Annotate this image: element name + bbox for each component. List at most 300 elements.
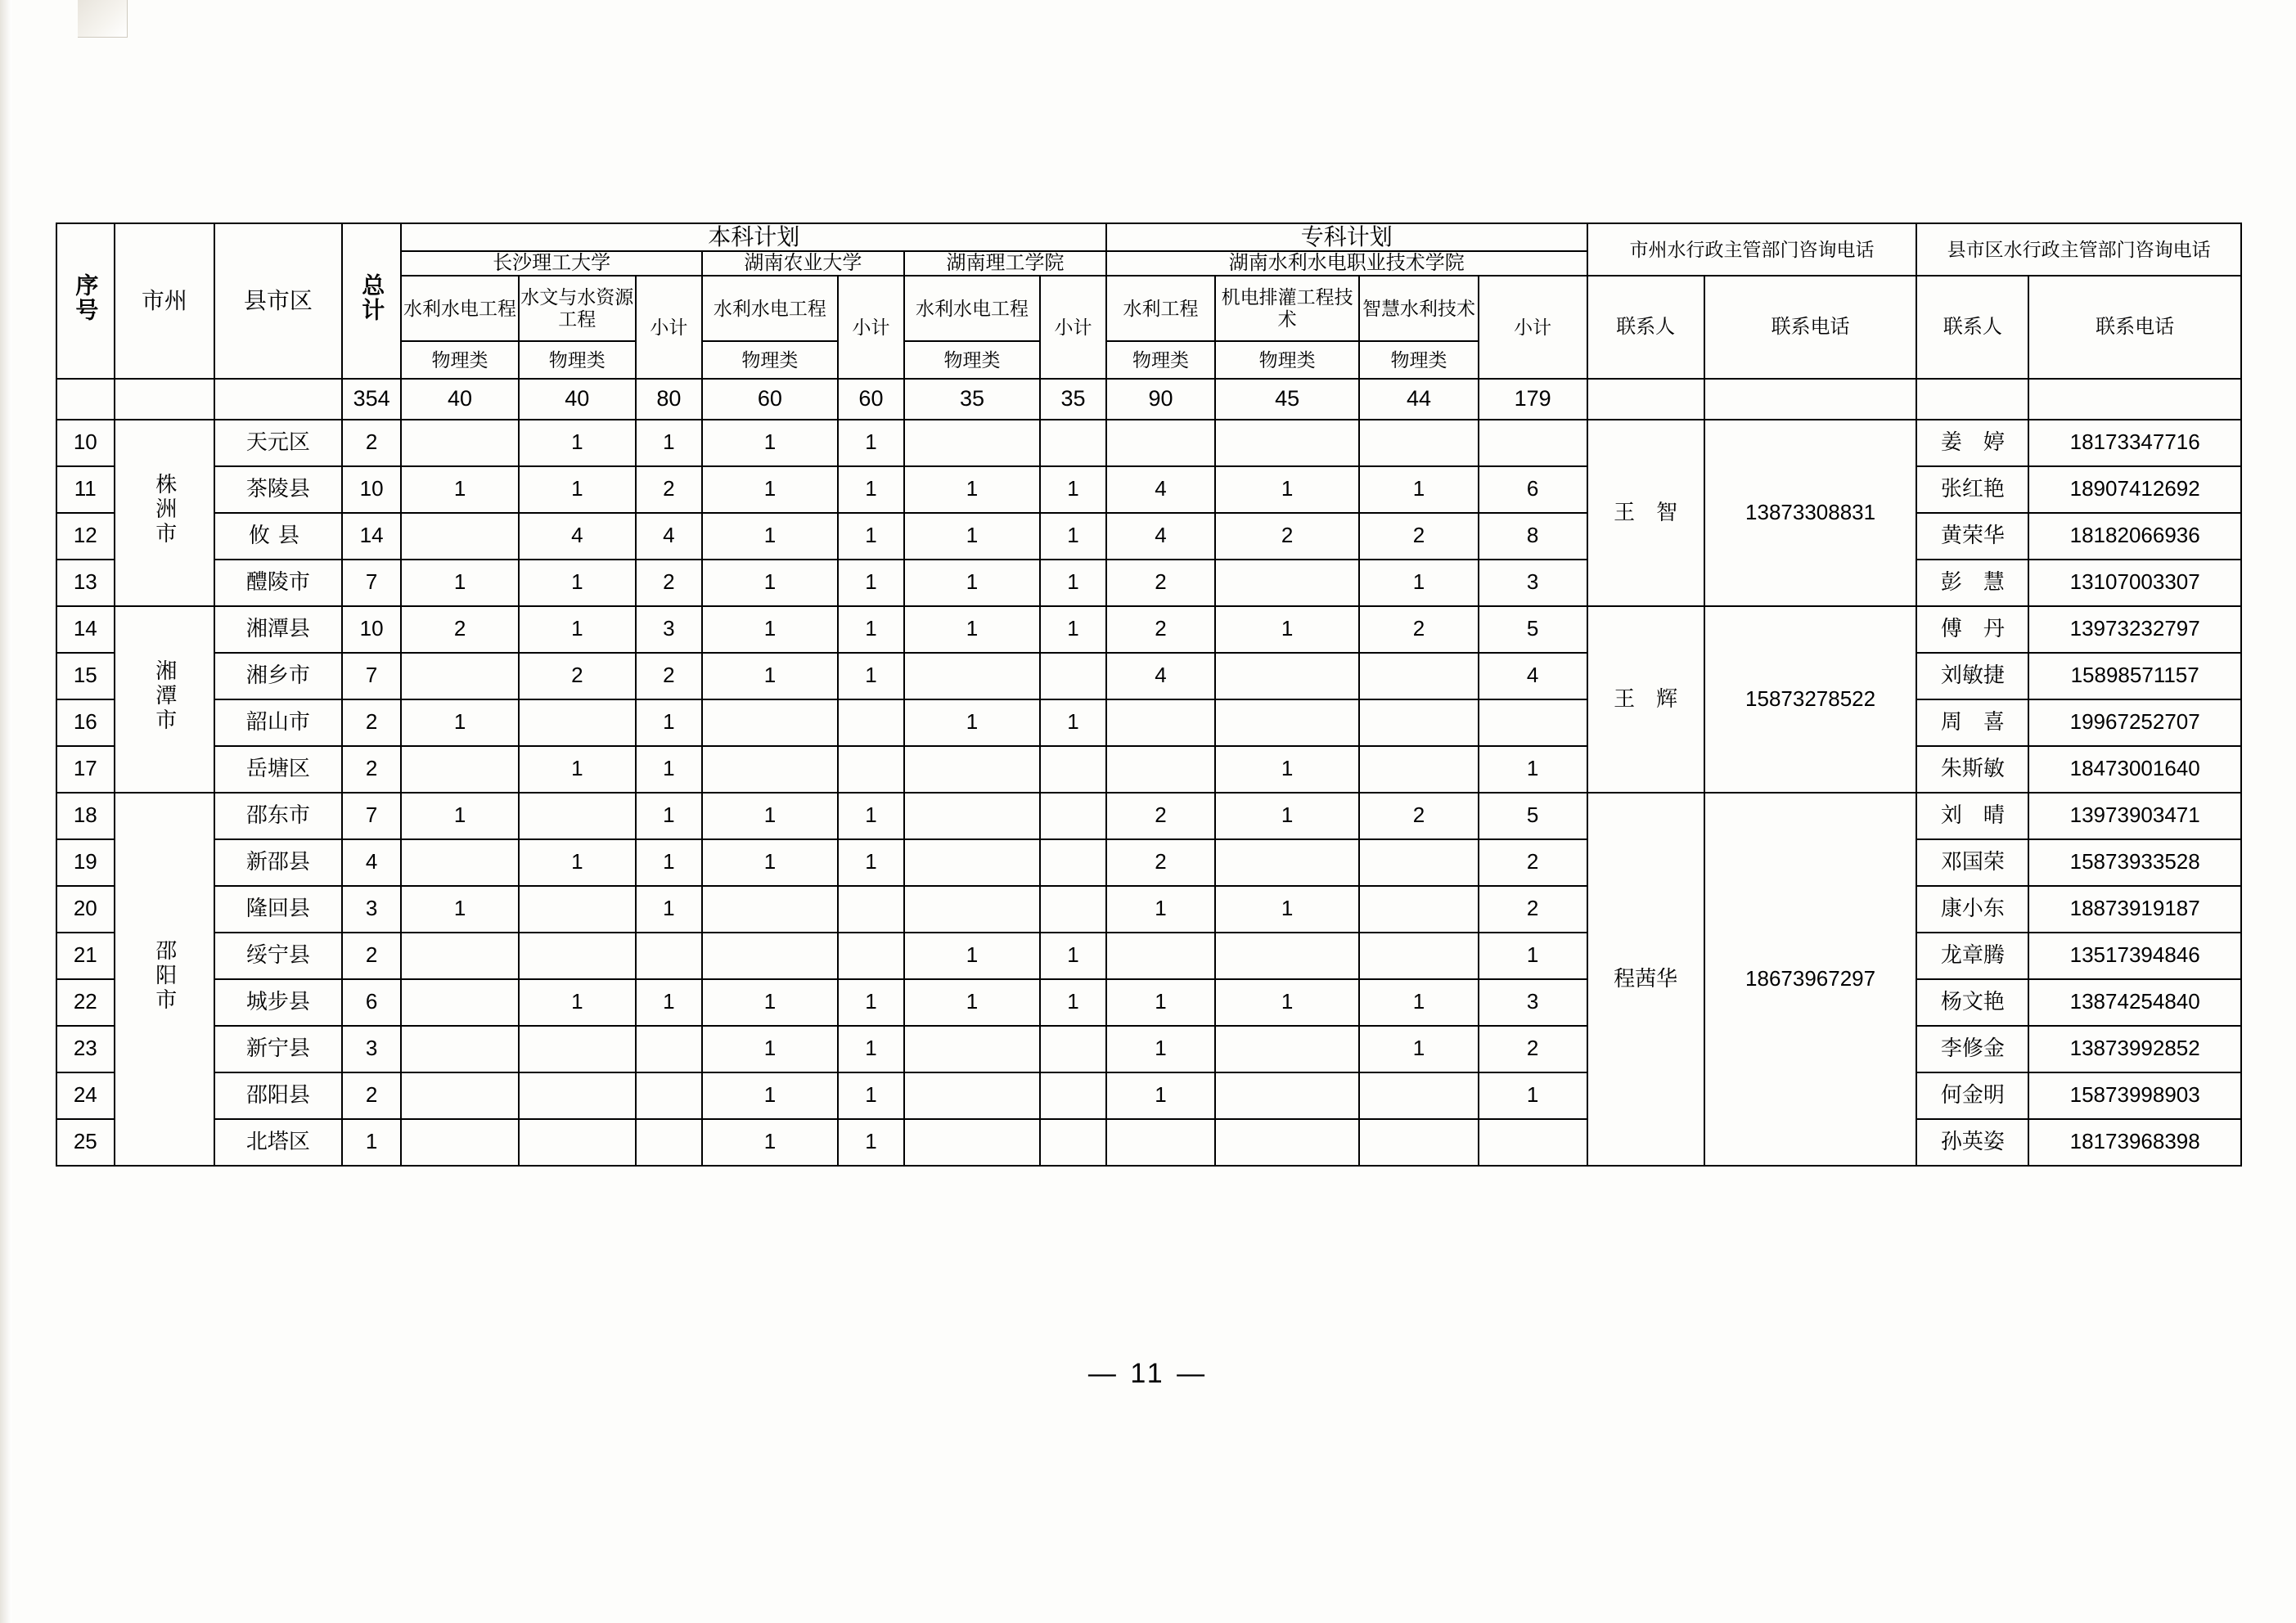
row-lg-sl: 1: [904, 606, 1040, 653]
header-major-cs-sl: 水利水电工程: [401, 276, 518, 341]
row-vo-sub: [1479, 420, 1587, 466]
row-lg-sub: 1: [1040, 933, 1106, 979]
county-contact-phone: 13517394846: [2028, 933, 2241, 979]
header-row-1: [56, 223, 2241, 251]
row-total: 3: [342, 1026, 402, 1072]
header-major-lg-sl: 水利水电工程: [904, 276, 1040, 341]
row-cs-sub: 2: [636, 560, 702, 606]
row-total: 4: [342, 839, 402, 886]
row-seq: 24: [56, 1072, 115, 1119]
city-contact-phone: 13873308831: [1704, 420, 1917, 606]
row-county: 攸县: [214, 513, 342, 560]
row-cs-sl: 2: [401, 606, 518, 653]
row-vo-sl: [1106, 746, 1215, 793]
row-cs-sub: 2: [636, 653, 702, 699]
header-total: 总计: [342, 223, 402, 379]
row-seq: 12: [56, 513, 115, 560]
row-county: 邵阳县: [214, 1072, 342, 1119]
row-vo-jd: 1: [1215, 606, 1359, 653]
row-vo-jd: [1215, 933, 1359, 979]
row-vo-jd: [1215, 420, 1359, 466]
row-seq: 11: [56, 466, 115, 513]
totals-row: [56, 379, 2241, 420]
row-na-sub: 1: [838, 1026, 904, 1072]
row-county: 湘乡市: [214, 653, 342, 699]
row-vo-sl: 2: [1106, 560, 1215, 606]
row-county: 绥宁县: [214, 933, 342, 979]
row-cs-sub: 1: [636, 746, 702, 793]
header-city-contact-person: 联系人: [1587, 276, 1704, 379]
row-total: 3: [342, 886, 402, 933]
row-cs-sub: [636, 933, 702, 979]
city-contact-person: 王 辉: [1587, 606, 1704, 793]
row-vo-jd: [1215, 1119, 1359, 1166]
row-cs-sub: [636, 1026, 702, 1072]
row-vo-zh: 2: [1359, 606, 1478, 653]
county-contact-phone: 19967252707: [2028, 699, 2241, 746]
table-body: [56, 379, 2241, 1166]
row-lg-sub: 1: [1040, 466, 1106, 513]
row-lg-sub: 1: [1040, 979, 1106, 1026]
header-school-hunan-ligong: 湖南理工学院: [904, 251, 1106, 276]
row-na-sl: 1: [702, 420, 838, 466]
row-vo-sl: [1106, 699, 1215, 746]
row-lg-sl: [904, 746, 1040, 793]
row-vo-sub: 1: [1479, 1072, 1587, 1119]
header-county-contact-person: 联系人: [1916, 276, 2028, 379]
row-cs-sl: [401, 420, 518, 466]
row-lg-sub: [1040, 886, 1106, 933]
row-vo-sl: 2: [1106, 606, 1215, 653]
row-na-sub: 1: [838, 653, 904, 699]
row-total: 1: [342, 1119, 402, 1166]
row-cs-sw: 1: [519, 560, 636, 606]
county-contact-person: 刘 晴: [1916, 793, 2028, 839]
row-cs-sw: [519, 699, 636, 746]
row-cs-sw: [519, 1026, 636, 1072]
row-county: 隆回县: [214, 886, 342, 933]
row-total: 2: [342, 933, 402, 979]
header-school-hunan-agri: 湖南农业大学: [702, 251, 904, 276]
row-vo-jd: 1: [1215, 793, 1359, 839]
page-corner-fold: [78, 0, 128, 38]
row-cs-sl: [401, 513, 518, 560]
totals-na-sub: 60: [838, 379, 904, 420]
row-cs-sw: [519, 886, 636, 933]
totals-vo-sub: 179: [1479, 379, 1587, 420]
row-na-sl: 1: [702, 793, 838, 839]
row-county: 醴陵市: [214, 560, 342, 606]
totals-lg-sub: 35: [1040, 379, 1106, 420]
row-cs-sl: [401, 979, 518, 1026]
row-vo-zh: 1: [1359, 466, 1478, 513]
row-seq: 21: [56, 933, 115, 979]
row-na-sub: 1: [838, 513, 904, 560]
row-na-sub: 1: [838, 1119, 904, 1166]
header-major-vo-zh: 智慧水利技术: [1359, 276, 1478, 341]
row-na-sl: 1: [702, 606, 838, 653]
row-lg-sl: [904, 793, 1040, 839]
city-contact-person: 程茜华: [1587, 793, 1704, 1166]
row-cs-sl: [401, 1119, 518, 1166]
row-cs-sl: 1: [401, 560, 518, 606]
row-city: 邵阳市: [115, 793, 214, 1166]
county-contact-person: 刘敏捷: [1916, 653, 2028, 699]
row-vo-zh: 1: [1359, 1026, 1478, 1072]
header-seq: 序号: [56, 223, 115, 379]
row-lg-sl: 1: [904, 979, 1040, 1026]
row-cs-sub: 1: [636, 886, 702, 933]
totals-total: 354: [342, 379, 402, 420]
county-contact-person: 杨文艳: [1916, 979, 2028, 1026]
row-na-sub: [838, 699, 904, 746]
header-major-vo-jd: 机电排灌工程技术: [1215, 276, 1359, 341]
row-lg-sl: 1: [904, 513, 1040, 560]
row-seq: 10: [56, 420, 115, 466]
row-na-sl: [702, 699, 838, 746]
row-total: 14: [342, 513, 402, 560]
row-vo-jd: 2: [1215, 513, 1359, 560]
county-contact-phone: 15873933528: [2028, 839, 2241, 886]
row-lg-sub: [1040, 1119, 1106, 1166]
row-vo-jd: 1: [1215, 979, 1359, 1026]
row-na-sub: 1: [838, 1072, 904, 1119]
row-na-sl: [702, 886, 838, 933]
totals-blank-county-person: [1916, 379, 2028, 420]
header-county: 县市区: [214, 223, 342, 379]
row-seq: 14: [56, 606, 115, 653]
row-vo-zh: 2: [1359, 793, 1478, 839]
totals-blank-city: [115, 379, 214, 420]
row-cs-sl: [401, 839, 518, 886]
header-major-vo-sl: 水利工程: [1106, 276, 1215, 341]
row-na-sub: [838, 886, 904, 933]
row-vo-zh: 1: [1359, 979, 1478, 1026]
row-cs-sub: 1: [636, 839, 702, 886]
row-vo-jd: [1215, 1072, 1359, 1119]
row-vo-sub: 2: [1479, 886, 1587, 933]
row-na-sl: 1: [702, 466, 838, 513]
row-cs-sl: 1: [401, 466, 518, 513]
county-contact-person: 姜 婷: [1916, 420, 2028, 466]
row-vo-zh: [1359, 839, 1478, 886]
row-vo-zh: [1359, 886, 1478, 933]
totals-cs-sl: 40: [401, 379, 518, 420]
row-county: 岳塘区: [214, 746, 342, 793]
row-county: 韶山市: [214, 699, 342, 746]
row-cs-sw: [519, 1119, 636, 1166]
row-county: 新宁县: [214, 1026, 342, 1072]
county-contact-person: 邓国荣: [1916, 839, 2028, 886]
row-seq: 16: [56, 699, 115, 746]
row-total: 2: [342, 1072, 402, 1119]
row-total: 7: [342, 793, 402, 839]
city-contact-person: 王 智: [1587, 420, 1704, 606]
row-na-sl: 1: [702, 1119, 838, 1166]
totals-vo-jd: 45: [1215, 379, 1359, 420]
row-seq: 23: [56, 1026, 115, 1072]
row-county: 湘潭县: [214, 606, 342, 653]
row-na-sl: 1: [702, 560, 838, 606]
row-cs-sw: 4: [519, 513, 636, 560]
header-subtotal-na: 小计: [838, 276, 904, 379]
row-lg-sl: 1: [904, 699, 1040, 746]
header-city-admin-group: 市州水行政主管部门咨询电话: [1587, 223, 1917, 276]
row-vo-sub: 1: [1479, 933, 1587, 979]
row-na-sub: [838, 746, 904, 793]
totals-blank-county: [214, 379, 342, 420]
header-city: 市州: [115, 223, 214, 379]
row-county: 茶陵县: [214, 466, 342, 513]
county-contact-person: 龙章腾: [1916, 933, 2028, 979]
row-vo-zh: [1359, 420, 1478, 466]
row-county: 城步县: [214, 979, 342, 1026]
row-seq: 17: [56, 746, 115, 793]
row-total: 2: [342, 420, 402, 466]
row-cs-sw: 1: [519, 839, 636, 886]
row-lg-sub: [1040, 1026, 1106, 1072]
row-lg-sl: 1: [904, 933, 1040, 979]
row-na-sl: 1: [702, 1072, 838, 1119]
header-undergrad-group: 本科计划: [401, 223, 1106, 251]
totals-vo-sl: 90: [1106, 379, 1215, 420]
row-cs-sw: 1: [519, 606, 636, 653]
row-na-sub: 1: [838, 606, 904, 653]
county-contact-phone: 13107003307: [2028, 560, 2241, 606]
row-na-sl: 1: [702, 979, 838, 1026]
row-lg-sl: [904, 653, 1040, 699]
row-cs-sub: 4: [636, 513, 702, 560]
row-seq: 25: [56, 1119, 115, 1166]
row-lg-sub: [1040, 793, 1106, 839]
row-lg-sl: 1: [904, 466, 1040, 513]
county-contact-phone: 13874254840: [2028, 979, 2241, 1026]
row-vo-jd: [1215, 653, 1359, 699]
row-cs-sw: 1: [519, 746, 636, 793]
row-cs-sw: [519, 933, 636, 979]
row-na-sub: 1: [838, 560, 904, 606]
row-vo-zh: 2: [1359, 513, 1478, 560]
header-subtotal-vo: 小计: [1479, 276, 1587, 379]
row-vo-sub: 1: [1479, 746, 1587, 793]
county-contact-phone: 18182066936: [2028, 513, 2241, 560]
row-seq: 15: [56, 653, 115, 699]
county-contact-person: 朱斯敏: [1916, 746, 2028, 793]
row-total: 10: [342, 606, 402, 653]
enrollment-plan-table-container: [56, 223, 2242, 1167]
row-na-sub: 1: [838, 979, 904, 1026]
row-lg-sub: 1: [1040, 513, 1106, 560]
row-cs-sw: 1: [519, 979, 636, 1026]
row-vo-jd: 1: [1215, 886, 1359, 933]
row-vo-sub: 3: [1479, 979, 1587, 1026]
row-lg-sl: [904, 886, 1040, 933]
header-category-na-sl: 物理类: [702, 341, 838, 379]
header-county-contact-phone: 联系电话: [2028, 276, 2241, 379]
county-contact-person: 何金明: [1916, 1072, 2028, 1119]
row-na-sl: [702, 746, 838, 793]
row-vo-sl: 2: [1106, 839, 1215, 886]
page-number: — 11 —: [1087, 1358, 1209, 1389]
row-lg-sub: [1040, 746, 1106, 793]
row-county: 天元区: [214, 420, 342, 466]
row-na-sl: 1: [702, 839, 838, 886]
row-vo-jd: [1215, 1026, 1359, 1072]
county-contact-phone: 13973903471: [2028, 793, 2241, 839]
row-seq: 20: [56, 886, 115, 933]
row-vo-sl: 1: [1106, 1026, 1215, 1072]
row-total: 2: [342, 746, 402, 793]
header-major-na-sl: 水利水电工程: [702, 276, 838, 341]
table-row: [56, 793, 2241, 839]
row-seq: 22: [56, 979, 115, 1026]
row-total: 7: [342, 560, 402, 606]
header-category-vo-jd: 物理类: [1215, 341, 1359, 379]
row-na-sub: 1: [838, 839, 904, 886]
row-total: 7: [342, 653, 402, 699]
header-school-shuili-vocational: 湖南水利水电职业技术学院: [1106, 251, 1587, 276]
row-total: 10: [342, 466, 402, 513]
totals-blank-city-phone: [1704, 379, 1917, 420]
totals-cs-sub: 80: [636, 379, 702, 420]
table-row: [56, 420, 2241, 466]
row-vo-sub: 5: [1479, 606, 1587, 653]
totals-lg-sl: 35: [904, 379, 1040, 420]
row-cs-sl: [401, 1072, 518, 1119]
header-category-cs-sw: 物理类: [519, 341, 636, 379]
row-lg-sub: [1040, 839, 1106, 886]
row-na-sl: [702, 933, 838, 979]
row-cs-sw: [519, 793, 636, 839]
row-cs-sl: 1: [401, 793, 518, 839]
row-cs-sub: 3: [636, 606, 702, 653]
row-na-sl: 1: [702, 653, 838, 699]
row-lg-sub: 1: [1040, 606, 1106, 653]
header-major-cs-sw: 水文与水资源工程: [519, 276, 636, 341]
table-row: [56, 606, 2241, 653]
row-lg-sl: [904, 1072, 1040, 1119]
row-cs-sub: 1: [636, 420, 702, 466]
row-cs-sw: [519, 1072, 636, 1119]
row-cs-sub: 1: [636, 699, 702, 746]
county-contact-phone: 13973232797: [2028, 606, 2241, 653]
totals-blank-county-phone: [2028, 379, 2241, 420]
row-vo-jd: 1: [1215, 746, 1359, 793]
row-vo-sub: 2: [1479, 1026, 1587, 1072]
row-vo-zh: [1359, 699, 1478, 746]
row-vo-sl: [1106, 420, 1215, 466]
row-cs-sw: 2: [519, 653, 636, 699]
header-category-cs-sl: 物理类: [401, 341, 518, 379]
row-seq: 13: [56, 560, 115, 606]
county-contact-person: 周 喜: [1916, 699, 2028, 746]
row-lg-sub: 1: [1040, 560, 1106, 606]
row-total: 6: [342, 979, 402, 1026]
row-vo-jd: [1215, 560, 1359, 606]
row-vo-zh: [1359, 933, 1478, 979]
header-city-contact-phone: 联系电话: [1704, 276, 1917, 379]
row-vo-jd: [1215, 699, 1359, 746]
row-cs-sub: 1: [636, 979, 702, 1026]
row-cs-sl: 1: [401, 886, 518, 933]
row-na-sl: 1: [702, 513, 838, 560]
row-vo-sl: [1106, 933, 1215, 979]
row-cs-sub: 1: [636, 793, 702, 839]
row-lg-sl: [904, 1119, 1040, 1166]
county-contact-person: 黄荣华: [1916, 513, 2028, 560]
row-cs-sl: [401, 746, 518, 793]
row-vo-sl: 1: [1106, 979, 1215, 1026]
row-vo-sub: 4: [1479, 653, 1587, 699]
row-vo-sl: 4: [1106, 653, 1215, 699]
row-vo-sl: [1106, 1119, 1215, 1166]
row-cs-sw: 1: [519, 466, 636, 513]
header-college-group: 专科计划: [1106, 223, 1587, 251]
header-subtotal-cs: 小计: [636, 276, 702, 379]
row-vo-zh: [1359, 1072, 1478, 1119]
county-contact-person: 康小东: [1916, 886, 2028, 933]
row-vo-sl: 1: [1106, 886, 1215, 933]
row-county: 新邵县: [214, 839, 342, 886]
row-county: 邵东市: [214, 793, 342, 839]
row-cs-sl: [401, 933, 518, 979]
row-vo-sub: 6: [1479, 466, 1587, 513]
row-cs-sl: [401, 653, 518, 699]
row-vo-sub: 3: [1479, 560, 1587, 606]
county-contact-phone: 13873992852: [2028, 1026, 2241, 1072]
row-na-sub: 1: [838, 466, 904, 513]
row-lg-sub: [1040, 653, 1106, 699]
row-vo-zh: [1359, 746, 1478, 793]
row-vo-sl: 2: [1106, 793, 1215, 839]
row-vo-sub: 5: [1479, 793, 1587, 839]
row-city: 株洲市: [115, 420, 214, 606]
row-na-sl: 1: [702, 1026, 838, 1072]
row-na-sub: 1: [838, 420, 904, 466]
row-vo-sl: 4: [1106, 466, 1215, 513]
county-contact-person: 李修金: [1916, 1026, 2028, 1072]
row-lg-sl: [904, 420, 1040, 466]
row-lg-sl: 1: [904, 560, 1040, 606]
row-lg-sl: [904, 839, 1040, 886]
county-contact-person: 孙英姿: [1916, 1119, 2028, 1166]
row-vo-jd: [1215, 839, 1359, 886]
row-lg-sub: 1: [1040, 699, 1106, 746]
county-contact-phone: 18873919187: [2028, 886, 2241, 933]
row-lg-sl: [904, 1026, 1040, 1072]
county-contact-phone: 15898571157: [2028, 653, 2241, 699]
row-vo-zh: [1359, 1119, 1478, 1166]
header-category-vo-sl: 物理类: [1106, 341, 1215, 379]
totals-na-sl: 60: [702, 379, 838, 420]
county-contact-person: 傅 丹: [1916, 606, 2028, 653]
county-contact-phone: 15873998903: [2028, 1072, 2241, 1119]
row-cs-sl: [401, 1026, 518, 1072]
enrollment-plan-table: [56, 223, 2242, 1167]
row-cs-sub: [636, 1072, 702, 1119]
row-county: 北塔区: [214, 1119, 342, 1166]
row-seq: 18: [56, 793, 115, 839]
totals-blank-city-person: [1587, 379, 1704, 420]
row-cs-sl: 1: [401, 699, 518, 746]
row-city: 湘潭市: [115, 606, 214, 793]
row-vo-sub: [1479, 1119, 1587, 1166]
row-na-sub: 1: [838, 793, 904, 839]
row-cs-sw: 1: [519, 420, 636, 466]
row-vo-jd: 1: [1215, 466, 1359, 513]
row-cs-sub: [636, 1119, 702, 1166]
city-contact-phone: 18673967297: [1704, 793, 1917, 1166]
